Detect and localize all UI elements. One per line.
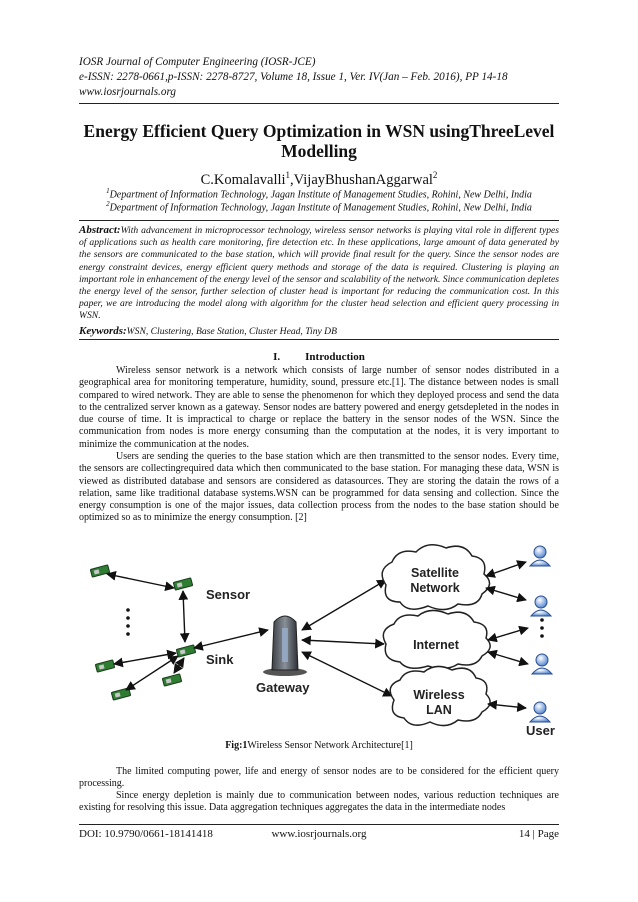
gateway-icon — [263, 616, 307, 676]
user-icons — [530, 546, 552, 722]
author-1: C.Komalavalli — [200, 171, 286, 188]
gateway-links — [302, 580, 392, 696]
intro-paragraph-1: Wireless sensor network is a network which consists of large number of sensor nodes distributed in a geographical area for monitoring temperature, humidity, sound, pressure etc.[1]. The distance between nodes is small compared to wired network. They are able to sense the phenomenon for which they deployed process and send the data to the centralized server known as a gateway. Sensor nodes are battery powered and energy getsdepleted in the nodes in due course of time. It is impractical to charge or replace the battery in the sensor nodes of the WSN. Since the communication from nodes is more energy consuming than the computation at the nodes, it is very important to minimize the communication at the nodes. — [79, 365, 559, 450]
sensor-node-icons — [90, 565, 195, 700]
wireless-label-line-1: Wireless — [413, 688, 465, 702]
sensor-label: Sensor — [206, 587, 251, 602]
issn-line: e-ISSN: 2278-0661,p-ISSN: 2278-8727, Volume 18, Issue 1, Ver. IV(Jan – Feb. 2016), PP 14-18 — [79, 71, 508, 83]
satellite-label-line-1: Satellite — [411, 566, 459, 580]
journal-header — [79, 55, 559, 100]
cloud-user-links — [486, 562, 528, 708]
footer-website: www.iosrjournals.org — [271, 828, 367, 840]
section-number: I. — [273, 351, 281, 363]
affiliation-1-sup: 1 — [106, 187, 110, 195]
footer-rule — [79, 824, 559, 825]
sink-label: Sink — [206, 652, 234, 667]
abstract-label: Abstract: — [79, 224, 121, 236]
affiliation-2-text: Department of Information Technology, Jagan Institute of Management Studies, Rohini, New Delhi, India — [109, 202, 532, 214]
intro-paragraph-4: Since energy depletion is mainly due to communication between nodes, various reduction techniques are existing for resolving this issue. Data aggregation techniques aggregates the data in the intermediate nodes — [79, 790, 559, 814]
section-title: Introduction — [305, 351, 365, 363]
abstract — [79, 224, 559, 323]
author-1-sup: 1 — [285, 170, 291, 180]
wireless-label-line-2: LAN — [426, 703, 452, 717]
figure-caption-text: Wireless Sensor Network Architecture[1] — [247, 740, 413, 751]
abstract-top-rule — [79, 220, 559, 221]
footer-page-number: 14 | Page — [518, 828, 559, 840]
abstract-bottom-rule — [79, 339, 559, 340]
keywords-label: Keywords: — [79, 325, 127, 337]
gateway-label: Gateway — [256, 680, 310, 695]
intro-paragraph-2: Users are sending the queries to the base station which are then transmitted to the sensor nodes. Every time, the sensors are collectingrequired data which then communicated to the base station. For managing these data, WSN is viewed as distributed database and sensors are considered as datasources. They are storing the datain the rows of a relation, same like traditional database systems.WSN can be programmed for data sensing and collection. Since the energy consumption is one of the major issues, data collection process from the nodes to the base station should be optimized so as to minimize the energy consumption. [2] — [79, 451, 559, 524]
affiliation-2 — [79, 198, 559, 214]
affiliation-1-text: Department of Information Technology, Jagan Institute of Management Studies, Rohini, New Delhi, India — [109, 189, 532, 201]
intro-paragraph-3: The limited computing power, life and energy of sensor nodes are to be considered for the efficient query processing. — [79, 766, 559, 790]
journal-website: www.iosrjournals.org — [79, 86, 176, 98]
internet-label: Internet — [413, 638, 459, 652]
keywords — [79, 325, 559, 338]
keywords-text: WSN, Clustering, Base Station, Cluster Head, Tiny DB — [126, 326, 337, 337]
author-2: VijayBhushanAggarwal — [293, 171, 433, 188]
sensor-dots — [126, 608, 130, 636]
figure-caption-label: Fig:1 — [225, 740, 248, 751]
section-heading — [79, 351, 559, 364]
author-separator: , — [290, 171, 294, 188]
satellite-label-line-2: Network — [410, 581, 460, 595]
journal-name: IOSR Journal of Computer Engineering (IOSR-JCE) — [79, 56, 316, 68]
header-rule — [79, 103, 559, 104]
figure-caption — [79, 740, 559, 752]
footer-doi: DOI: 10.9790/0661-18141418 — [79, 828, 213, 840]
affiliation-2-sup: 2 — [106, 200, 110, 208]
abstract-text: With advancement in microprocessor technology, wireless sensor networks is playing vital role in different types of applications such as health care monitoring, fire detection etc. In these applications, large amount of data generated by the sensors are communicated to the base station, which will provide final result for the query. Since the sensor nodes are energy constraint devices, energy efficient query methods and storage of the data is required. Clustering is playing an important role in enhancement of the energy level of the sensor and scalability of the network. Since communication depletes the energy level of the sensor, further selection of cluster head is important for reducing the communication cost. In this paper, we are introducing the model along with algorithm for the cluster head selection and efficient query processing in WSN. — [79, 225, 559, 322]
title-line-2: Modelling — [281, 141, 357, 161]
user-label: User — [526, 723, 555, 738]
author-2-sup: 2 — [432, 170, 438, 180]
title-line-1: Energy Efficient Query Optimization in WSN usingThreeLevel — [83, 121, 555, 141]
paper-title — [79, 121, 559, 161]
wsn-architecture-figure — [86, 540, 562, 738]
user-dots — [540, 618, 544, 638]
